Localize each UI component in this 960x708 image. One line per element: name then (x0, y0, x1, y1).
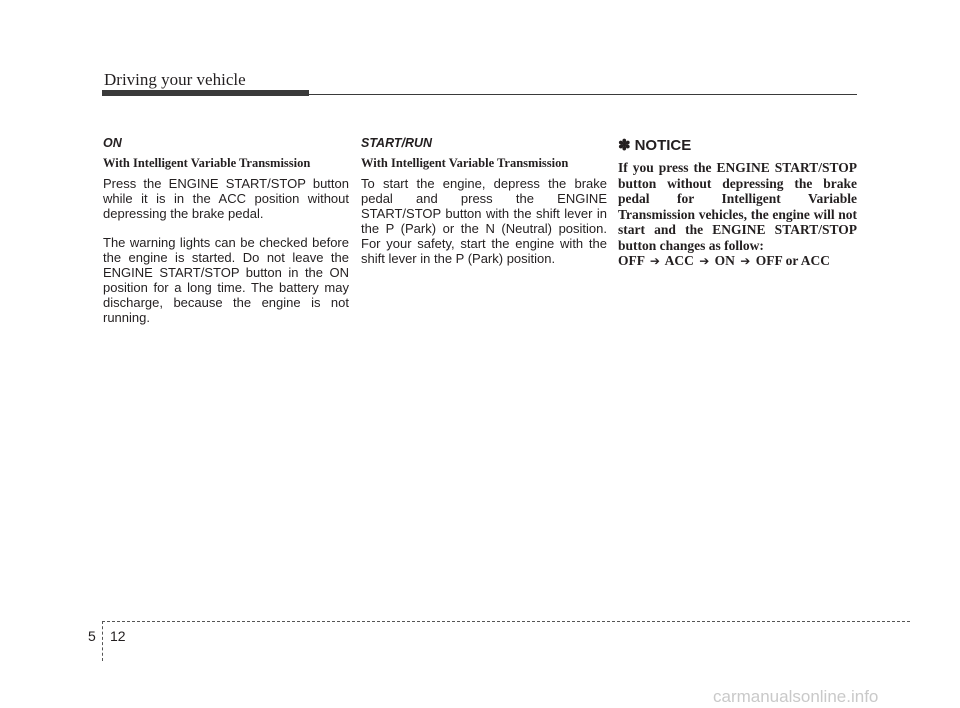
watermark: carmanualsonline.info (713, 687, 879, 706)
notice-text: If you press the ENGINE START/STOP button without depressing the brake pedal for Intelligent Variable Transmission vehicles, the engine will not start and the ENGINE START/STOP button changes as follow: (618, 160, 857, 253)
footer-rule (102, 621, 910, 622)
column-on (103, 136, 349, 339)
paragraph: The warning lights can be checked before the engine is started. Do not leave the ENGINE START/STOP button in the ON position for a long time. The battery may discharge, because the engine is not running. (103, 235, 349, 325)
section-heading-start-run: START/RUN (361, 136, 433, 150)
notice-box (618, 136, 857, 270)
section-heading-on: ON (103, 136, 122, 150)
page-header-title: Driving your vehicle (104, 70, 246, 89)
button-sequence (618, 253, 857, 270)
header-rule (309, 94, 857, 95)
subheading-ivt: With Intelligent Variable Transmission (103, 156, 311, 170)
notice-heading (618, 136, 857, 154)
notice-label: NOTICE (634, 136, 692, 154)
header-bar (102, 90, 309, 96)
column-start-run (361, 136, 607, 280)
sequence-step: ACC (664, 253, 694, 268)
footer-divider (102, 621, 103, 661)
arrow-right-icon: ➔ (740, 254, 751, 268)
paragraph: To start the engine, depress the brake pedal and press the ENGINE START/STOP button with the shift lever in the P (Park) or the N (Neutral) position. For your safety, start the engine with the shift lever in the P (Park) position. (361, 176, 607, 266)
page-number: 12 (110, 628, 126, 644)
sequence-step: OFF (618, 253, 645, 268)
sequence-step: OFF or ACC (755, 253, 830, 268)
arrow-right-icon: ➔ (699, 254, 710, 268)
subheading-ivt: With Intelligent Variable Transmission (361, 156, 569, 170)
paragraph: Press the ENGINE START/STOP button while it is in the ACC position without depressing the brake pedal. (103, 176, 349, 221)
arrow-right-icon: ➔ (649, 254, 660, 268)
asterisk-icon: ✽ (618, 137, 631, 154)
sequence-step: ON (714, 253, 735, 268)
chapter-number: 5 (88, 628, 96, 644)
